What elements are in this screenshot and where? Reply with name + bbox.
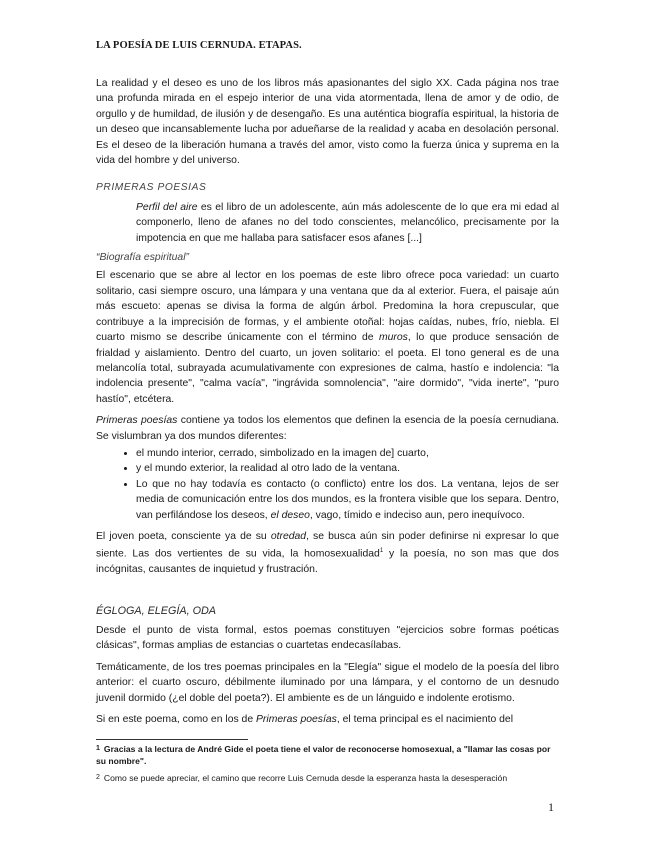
footnote-1-text: Gracias a la lectura de André Gide el poeta tiene el valor de reconocerse homosexual, a "llamar las cosas por su nombre".	[96, 744, 551, 766]
footnote-separator	[96, 739, 248, 740]
scenario-text-b: , lo que produce sensación de frialdad y aislamiento. Dentro del cuarto, un joven solitario: el poeta. El tono general es de una melancolía total, subrayada acumulativamente con expresiones de calma, hastío e indolencia: "la indolencia presente", "calma vacía", "ingrávida somnolencia", "aire dormido", "vida inerte", "puro hastío", etcétera.	[96, 332, 560, 405]
worlds-list	[96, 446, 559, 523]
list-item: • el mundo interior, cerrado, simbolizado en la imagen de] cuarto,	[136, 446, 559, 461]
continuation-text-b: , el tema principal es el nacimiento del	[336, 714, 514, 726]
footnote-1	[96, 743, 559, 767]
footnote-2-text: Como se puede apreciar, el camino que recorre Luis Cernuda desde la esperanza hasta la desesperación	[103, 773, 508, 783]
section-heading-primeras-poesias: PRIMERAS POESIAS	[96, 182, 207, 194]
thematic-paragraph: Temáticamente, de los tres poemas principales en la "Elegía" sigue el modelo de la poesía del libro anterior: el cuarto oscuro, débilmente iluminado por una lámpara, y el contorno de un desnudo juvenil dormido (¿el doble del poeta?). El ambiente es de un lánguido e indolente erotismo.	[96, 661, 559, 704]
intro-paragraph: La realidad y el deseo es uno de los libros más apasionantes del siglo XX. Cada página nos trae una profunda mirada en el espejo interior de una vida atormentada, llena de amor y de odio, de orgullo y de humildad, de ilusión y de desengaño. Es una auténtica biografía espiritual, la historia de un deseo que incansablemente lucha por adueñarse de la realidad y acaba en desolación personal. Es el deseo de la liberación humana a través del amor, visto como la fuerza única y suprema en la vida del hombre y del universo.	[96, 78, 559, 167]
list-item-tail: , vago, tímido e indeciso aun, pero inequívoco.	[309, 509, 525, 521]
otredad-text-a: El joven poeta, consciente ya de su	[96, 530, 271, 542]
scenario-text-a: El escenario que se abre al lector en los poemas de este libro ofrece poca variedad: un cuarto solitario, casi siempre oscuro, una lámpara y una ventana que da al exterior. Fuera, el paisaje aún más escueto: apenas se divisa la forma de algún árbol. Predomina la hora crepuscular, que contribuye a la imprecisión de formas, y el ambiente otoñal: hojas caídas, nubes, frío, niebla. El cuarto mismo se describe únicamente con el término de	[96, 270, 559, 344]
document-body	[96, 76, 559, 734]
otredad-paragraph	[96, 529, 559, 578]
list-item	[136, 477, 559, 523]
otredad-text-b: , se busca aún sin poder definirse ni expresar lo que siente. Las dos vertientes de su vida, la homosexualidad	[96, 530, 559, 560]
worlds-paragraph	[96, 413, 559, 444]
footnote-2	[96, 772, 559, 784]
list-item: • y el mundo exterior, la realidad al otro lado de la ventana.	[136, 461, 559, 476]
quote-text: es el libro de un adolescente, aún más adolescente de lo que era mi edad al componerlo, lleno de afanes no del todo conscientes, melancólico, precisamente por la impotencia en que me hallaba para satisfacer esos afanes [...]	[136, 201, 560, 244]
section-heading-egloga: ÉGLOGA, ELEGÍA, ODA	[96, 604, 217, 617]
continuation-italic: Primeras poesías	[256, 714, 337, 726]
quote-source: “Biografía espiritual”	[96, 252, 189, 264]
footnote-2-number: 2	[96, 774, 100, 781]
continuation-paragraph	[96, 712, 559, 727]
scenario-italic: muros	[378, 332, 408, 344]
quote-book-title: Perfil del aire	[136, 201, 198, 213]
otredad-text-c: y la poesía, no son mas que dos incógnitas, causantes de inquietud y frustración.	[96, 548, 559, 576]
block-quote	[136, 200, 559, 246]
page-number: 1	[548, 800, 554, 814]
scenario-paragraph	[96, 268, 559, 407]
worlds-text: contiene ya todos los elementos que definen la esencia de la poesía cernudiana. Se vislumbran ya dos mundos diferentes:	[96, 415, 559, 442]
list-item-text: Lo que no hay todavía es contacto (o conflicto) entre los dos. La ventana, lejos de ser media de comunicación entre los dos mundos, es la frontera visible que los separa. Dentro, van perfilándose los deseos,	[136, 478, 559, 521]
footnote-1-number: 1	[96, 745, 100, 752]
otredad-italic: otredad	[270, 530, 307, 542]
continuation-text-a: Si en este poema, como en los de	[96, 714, 256, 726]
worlds-italic: Primeras poesías	[96, 415, 178, 427]
formal-paragraph: Desde el punto de vista formal, estos poemas constituyen "ejercicios sobre formas poéticas clásicas", formas amplias de estancias o cuartetas endecasílabas.	[96, 625, 559, 652]
list-item-italic: el deseo	[270, 509, 310, 521]
running-header: LA POESÍA DE LUIS CERNUDA. ETAPAS.	[96, 40, 302, 51]
footnote-ref-1[interactable]: 1	[379, 548, 384, 555]
